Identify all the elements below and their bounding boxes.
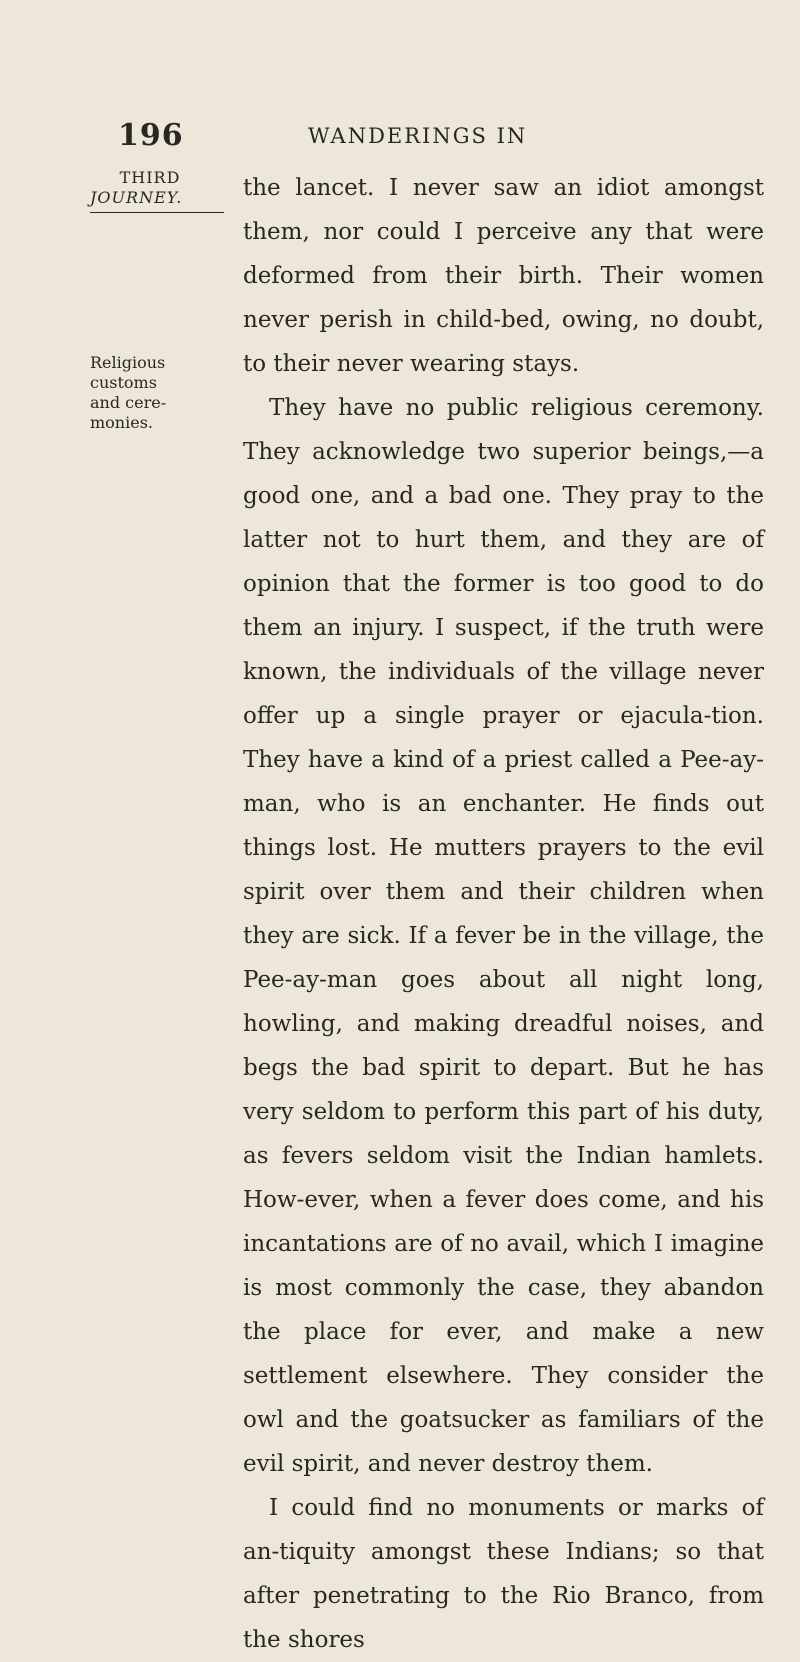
paragraph: the lancet. I never saw an idiot amongst them, nor could I perceive any that were deformed from their birth. Their women never perish in child-bed, owing, no doubt, to their never wearing stays. bbox=[243, 175, 764, 377]
sidenote-line: monies. bbox=[90, 413, 153, 432]
body-text bbox=[243, 166, 764, 1662]
page-number: 196 bbox=[118, 118, 184, 153]
sidenote-journey-label: JOURNEY. bbox=[90, 188, 183, 207]
sidenote-line: Religious bbox=[90, 353, 166, 372]
paragraph: They have no public religious ceremony. They acknowledge two superior beings,—a good one, and a bad one. They pray to the latter not to hurt them, and they are of opinion that the former is too good to do them an injury. I suspect, if the truth were known, the individuals of the village never offer up a single prayer or ejacula-tion. They have a kind of a priest called a Pee-ay-man, who is an enchanter. He finds out things lost. He mutters prayers to the evil spirit over them and their children when they are sick. If a fever be in the village, the Pee-ay-man goes about all night long, howling, and making dreadful noises, and begs the bad spirit to depart. But he has very seldom to perform this part of his duty, as fevers seldom visit the Indian hamlets. How-ever, when a fever does come, and his incantations are of no avail, which I imagine is most commonly the case, they abandon the place for ever, and make a new settlement elsewhere. They consider the owl and the goatsucker as familiars of the evil spirit, and never destroy them. bbox=[243, 395, 764, 1477]
running-head: WANDERINGS IN bbox=[308, 124, 528, 148]
sidenote-divider bbox=[90, 212, 224, 213]
sidenote-journey bbox=[90, 168, 210, 208]
sidenote-line: and cere- bbox=[90, 393, 167, 412]
paragraph: I could find no monuments or marks of an-tiquity amongst these Indians; so that after penetrating to the Rio Branco, from the shores bbox=[243, 1495, 764, 1653]
sidenote-third: THIRD bbox=[119, 168, 181, 187]
sidenote-religious-customs bbox=[90, 353, 210, 433]
sidenote-line: customs bbox=[90, 373, 157, 392]
